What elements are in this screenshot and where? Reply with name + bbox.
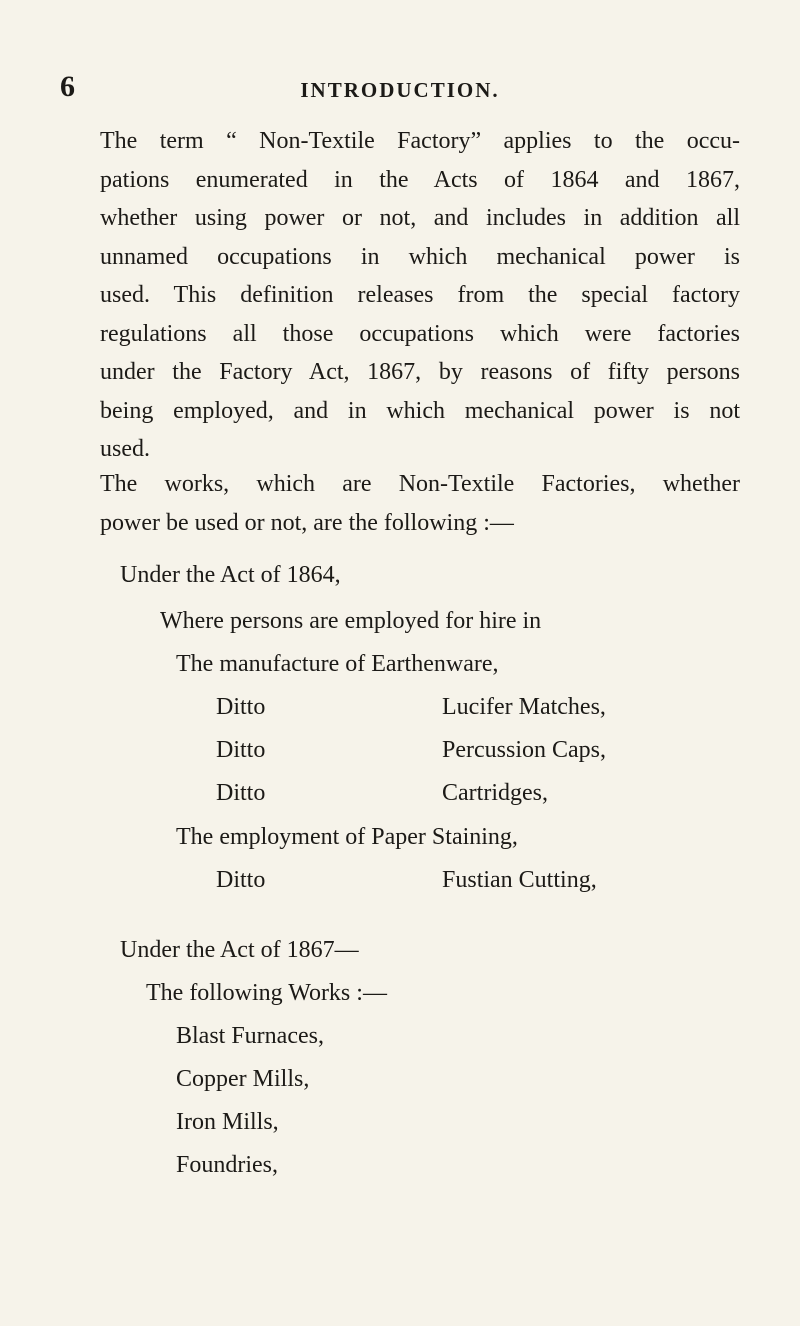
list-item: Blast Furnaces, [176, 1023, 324, 1049]
text-line: unnamed occupations in which mechanical power is [100, 243, 740, 270]
list-subheading: The following Works :— [146, 980, 387, 1006]
text-line: used. [100, 436, 150, 462]
list-intro: The manufacture of Earthenware, [176, 651, 499, 677]
text-line: power be used or not, are the following :— [100, 509, 514, 536]
text-line: used. This definition releases from the special factory [100, 282, 740, 308]
list-item: Iron Mills, [176, 1109, 279, 1135]
ditto-label: Ditto [216, 780, 266, 806]
list-subheading: Where persons are employed for hire in [160, 608, 542, 634]
item-label: Lucifer Matches, [442, 694, 606, 720]
text-line: whether using power or not, and includes in addition all [100, 205, 740, 231]
list-heading: Under the Act of 1867— [120, 937, 359, 963]
text-line: pations enumerated in the Acts of 1864 and 1867, [100, 166, 740, 193]
list-heading: Under the Act of 1864, [120, 562, 341, 588]
ditto-label: Ditto [216, 867, 266, 893]
text-line: The term “ Non-Textile Factory” applies to the occu- [100, 128, 740, 154]
ditto-label: Ditto [216, 737, 266, 763]
item-label: Fustian Cutting, [442, 867, 597, 893]
ditto-label: Ditto [216, 694, 266, 720]
item-label: Cartridges, [442, 780, 548, 806]
text-line: being employed, and in which mechanical power is not [100, 397, 740, 424]
page-header [0, 70, 800, 110]
list-item: Foundries, [176, 1152, 278, 1178]
paragraph-works [100, 465, 740, 542]
list-item [216, 778, 736, 808]
paragraph-definition [100, 122, 740, 469]
text-line: regulations all those occupations which were factories [100, 320, 740, 347]
list-item [216, 735, 736, 765]
page-number: 6 [60, 70, 75, 103]
list-item [216, 865, 736, 895]
running-title: INTRODUCTION. [300, 78, 500, 102]
text-line: under the Factory Act, 1867, by reasons of fifty persons [100, 359, 740, 385]
list-item [216, 692, 736, 722]
list-employment: The employment of Paper Staining, [176, 824, 518, 850]
list-item: Copper Mills, [176, 1066, 310, 1092]
text-line: The works, which are Non-Textile Factories, whether [100, 471, 740, 497]
item-label: Percussion Caps, [442, 737, 606, 763]
